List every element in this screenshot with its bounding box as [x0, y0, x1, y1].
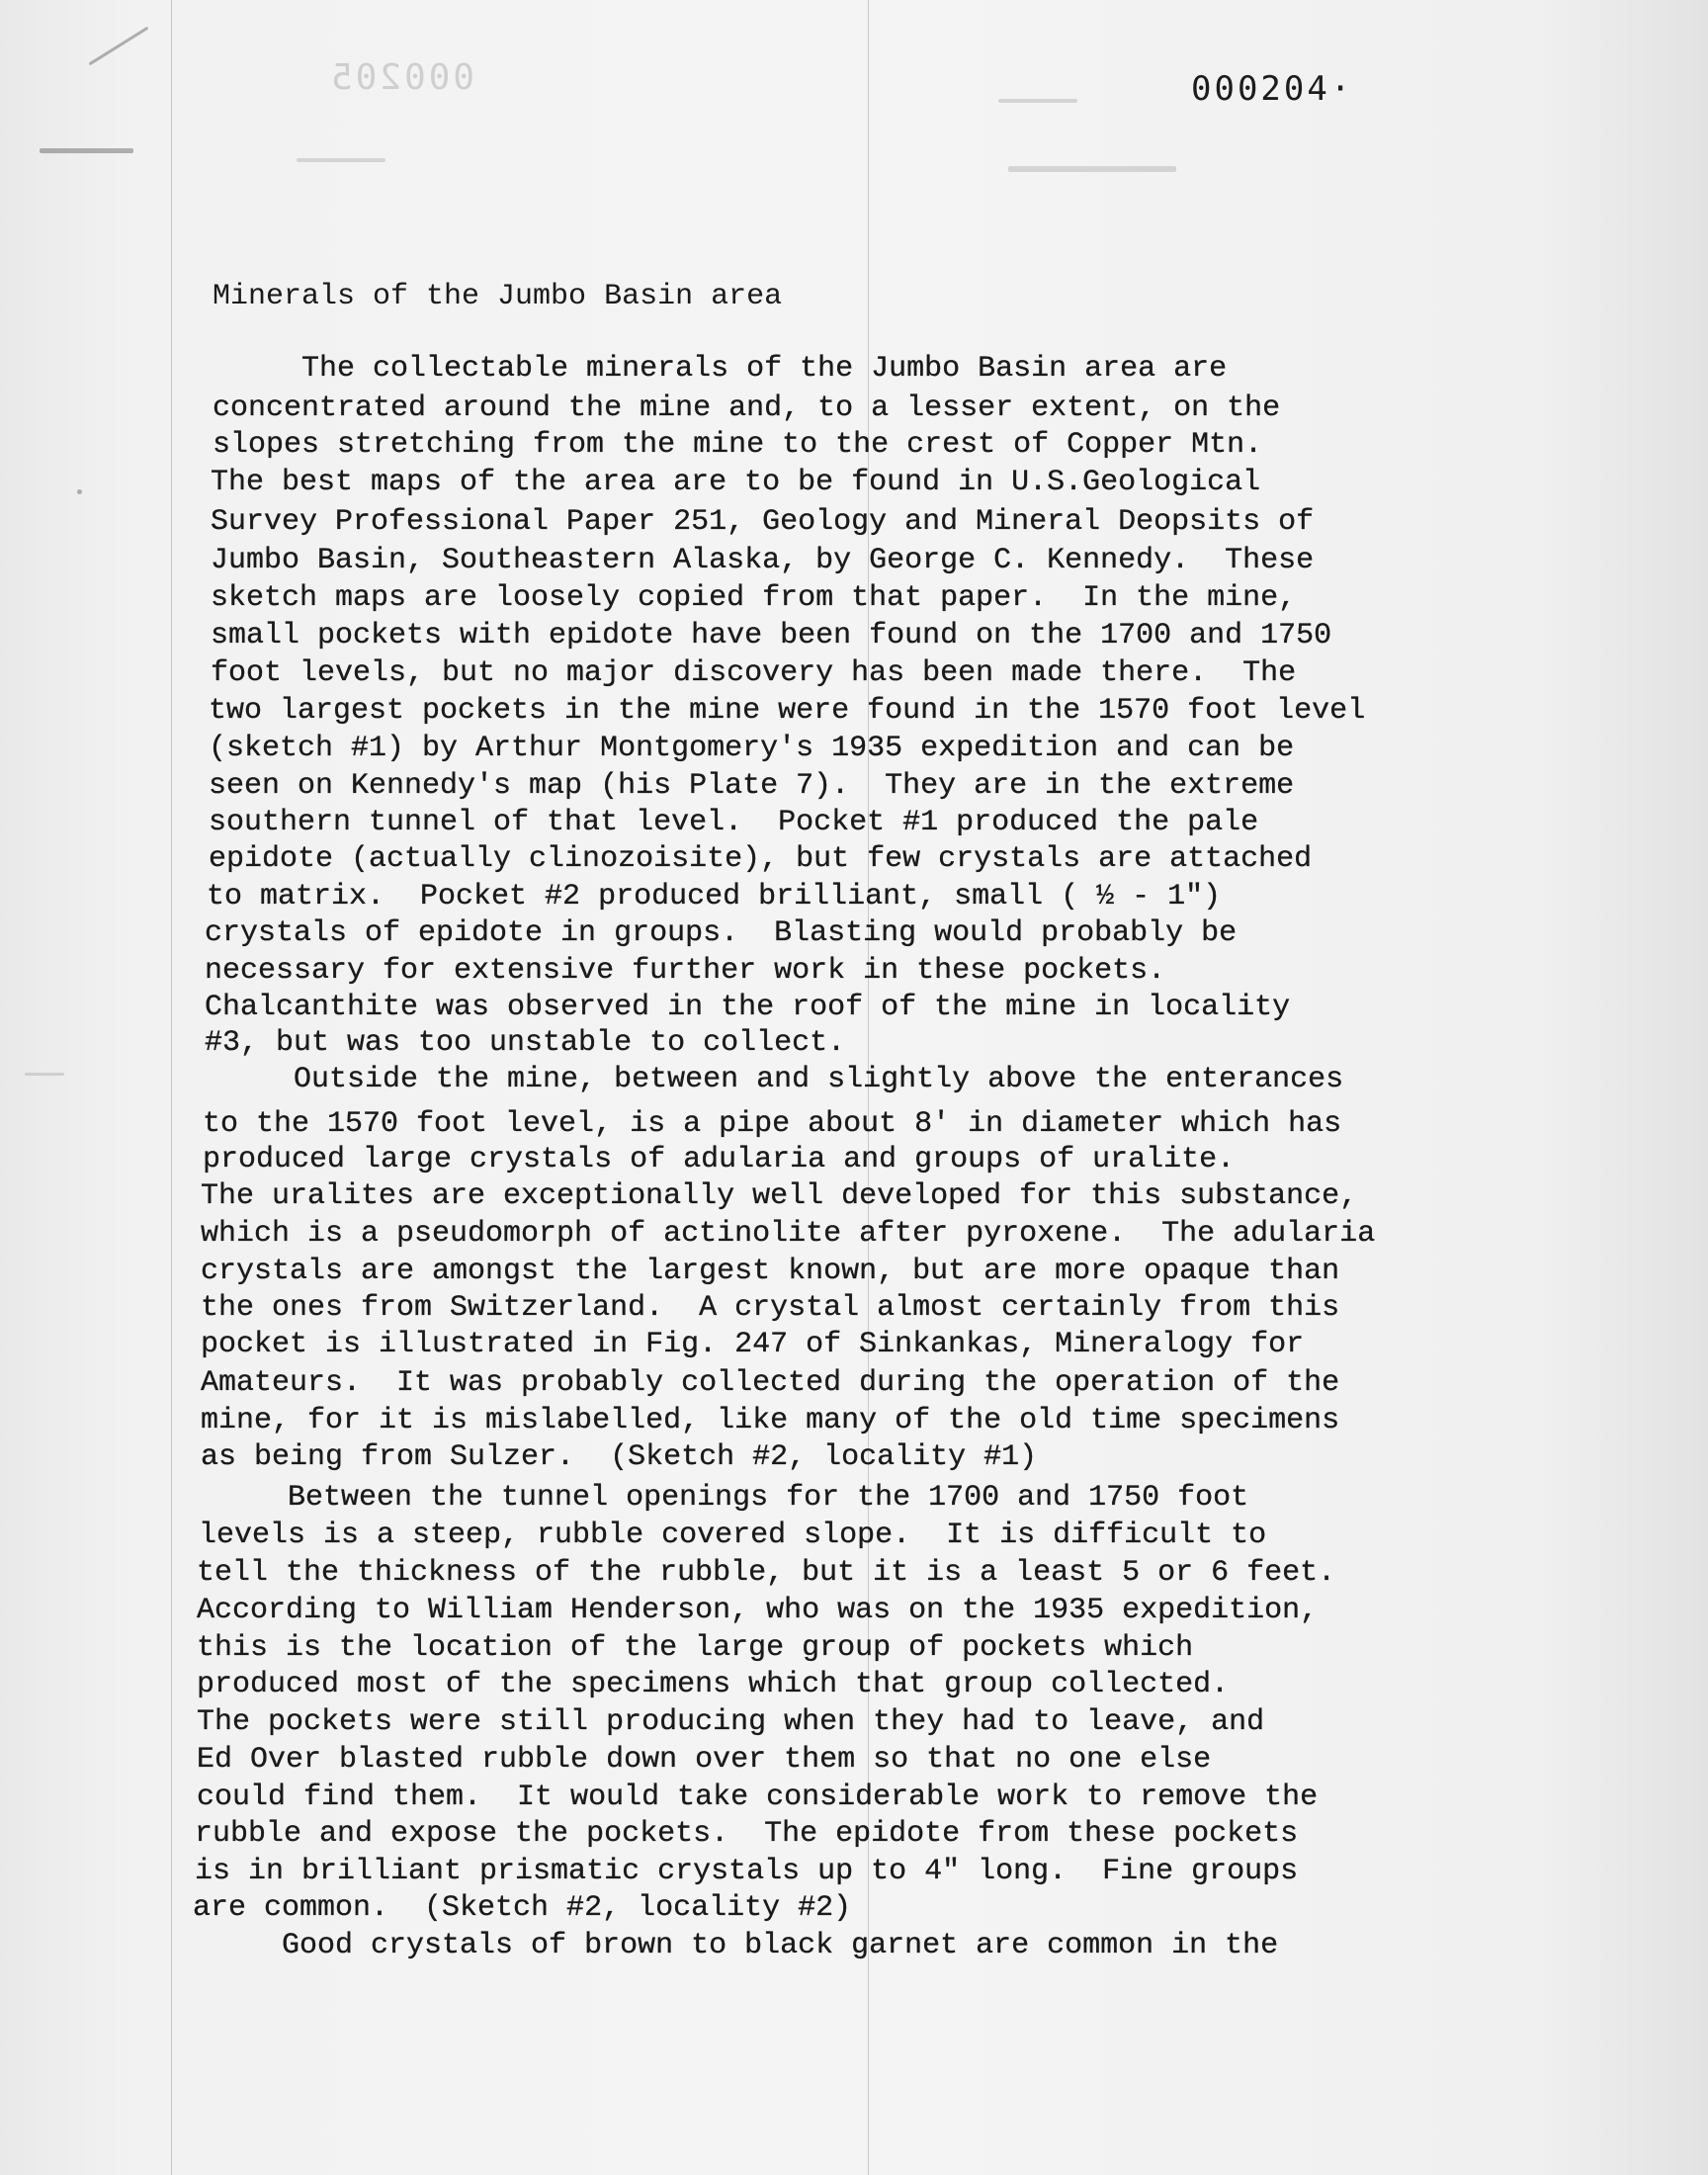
text-line: two largest pockets in the mine were found in the 1570 foot level — [209, 694, 1366, 728]
text-line: mine, for it is mislabelled, like many of the old time specimens — [201, 1404, 1340, 1437]
text-line: foot levels, but no major discovery has been made there. The — [211, 656, 1297, 690]
text-line: The uralites are exceptionally well developed for this substance, — [201, 1179, 1358, 1213]
document-title: Minerals of the Jumbo Basin area — [213, 280, 783, 313]
text-line: Survey Professional Paper 251, Geology and Mineral Deopsits of — [211, 505, 1315, 539]
text-line: necessary for extensive further work in these pockets. — [205, 954, 1166, 988]
text-line: Good crystals of brown to black garnet are common in the — [193, 1929, 1279, 1962]
document-number: 000204· — [1191, 69, 1354, 109]
text-line: as being from Sulzer. (Sketch #2, locality #1) — [201, 1440, 1038, 1474]
text-line: Ed Over blasted rubble down over them so that no one else — [197, 1743, 1212, 1777]
text-line: slopes stretching from the mine to the crest of Copper Mtn. — [213, 428, 1263, 462]
text-line: levels is a steep, rubble covered slope. It is difficult to — [199, 1519, 1267, 1552]
ghost-page-number: 000205 — [328, 57, 475, 98]
text-line: the ones from Switzerland. A crystal almost certainly from this — [201, 1291, 1340, 1325]
text-line: Outside the mine, between and slightly above the enterances — [205, 1063, 1344, 1096]
text-line: to the 1570 foot level, is a pipe about 8' in diameter which has — [203, 1107, 1342, 1141]
text-line: Amateurs. It was probably collected during the operation of the — [201, 1366, 1340, 1400]
text-line: concentrated around the mine and, to a lesser extent, on the — [213, 392, 1281, 425]
text-line: small pockets with epidote have been found on the 1700 and 1750 — [211, 619, 1332, 652]
text-line: southern tunnel of that level. Pocket #1 produced the pale — [209, 806, 1259, 839]
text-line: which is a pseudomorph of actinolite after pyroxene. The adularia — [201, 1217, 1376, 1251]
text-line: pocket is illustrated in Fig. 247 of Sinkankas, Mineralogy for — [201, 1328, 1305, 1361]
text-line: The collectable minerals of the Jumbo Basin area are — [213, 352, 1228, 386]
text-line: tell the thickness of the rubble, but it is a least 5 or 6 feet. — [197, 1556, 1336, 1590]
text-line: could find them. It would take considerable work to remove the — [197, 1781, 1319, 1814]
text-line: produced large crystals of adularia and groups of uralite. — [203, 1143, 1236, 1176]
text-line: sketch maps are loosely copied from that paper. In the mine, — [211, 581, 1297, 615]
text-line: this is the location of the large group of pockets which — [197, 1631, 1194, 1665]
text-line: Chalcanthite was observed in the roof of the mine in locality — [205, 991, 1291, 1024]
text-line: crystals are amongst the largest known, but are more opaque than — [201, 1255, 1340, 1288]
text-line: produced most of the specimens which that group collected. — [197, 1668, 1230, 1701]
text-line: The best maps of the area are to be found in U.S.Geological — [211, 466, 1261, 499]
text-line: are common. (Sketch #2, locality #2) — [193, 1891, 852, 1925]
text-line: Between the tunnel openings for the 1700 and 1750 foot — [199, 1481, 1249, 1515]
text-line: The pockets were still producing when they had to leave, and — [197, 1705, 1265, 1739]
text-line: According to William Henderson, who was on the 1935 expedition, — [197, 1594, 1319, 1627]
text-line: to matrix. Pocket #2 produced brilliant, small ( ½ - 1") — [207, 880, 1222, 914]
text-line: epidote (actually clinozoisite), but few crystals are attached — [209, 842, 1313, 876]
text-line: rubble and expose the pockets. The epidote from these pockets — [195, 1817, 1299, 1851]
text-line: seen on Kennedy's map (his Plate 7). They are in the extreme — [209, 769, 1295, 803]
text-line: Jumbo Basin, Southeastern Alaska, by George C. Kennedy. These — [211, 544, 1315, 577]
text-line: #3, but was too unstable to collect. — [205, 1026, 846, 1060]
text-line: crystals of epidote in groups. Blasting would probably be — [205, 916, 1238, 950]
text-line: (sketch #1) by Arthur Montgomery's 1935 expedition and can be — [209, 732, 1295, 765]
text-line: is in brilliant prismatic crystals up to 4" long. Fine groups — [195, 1855, 1299, 1888]
